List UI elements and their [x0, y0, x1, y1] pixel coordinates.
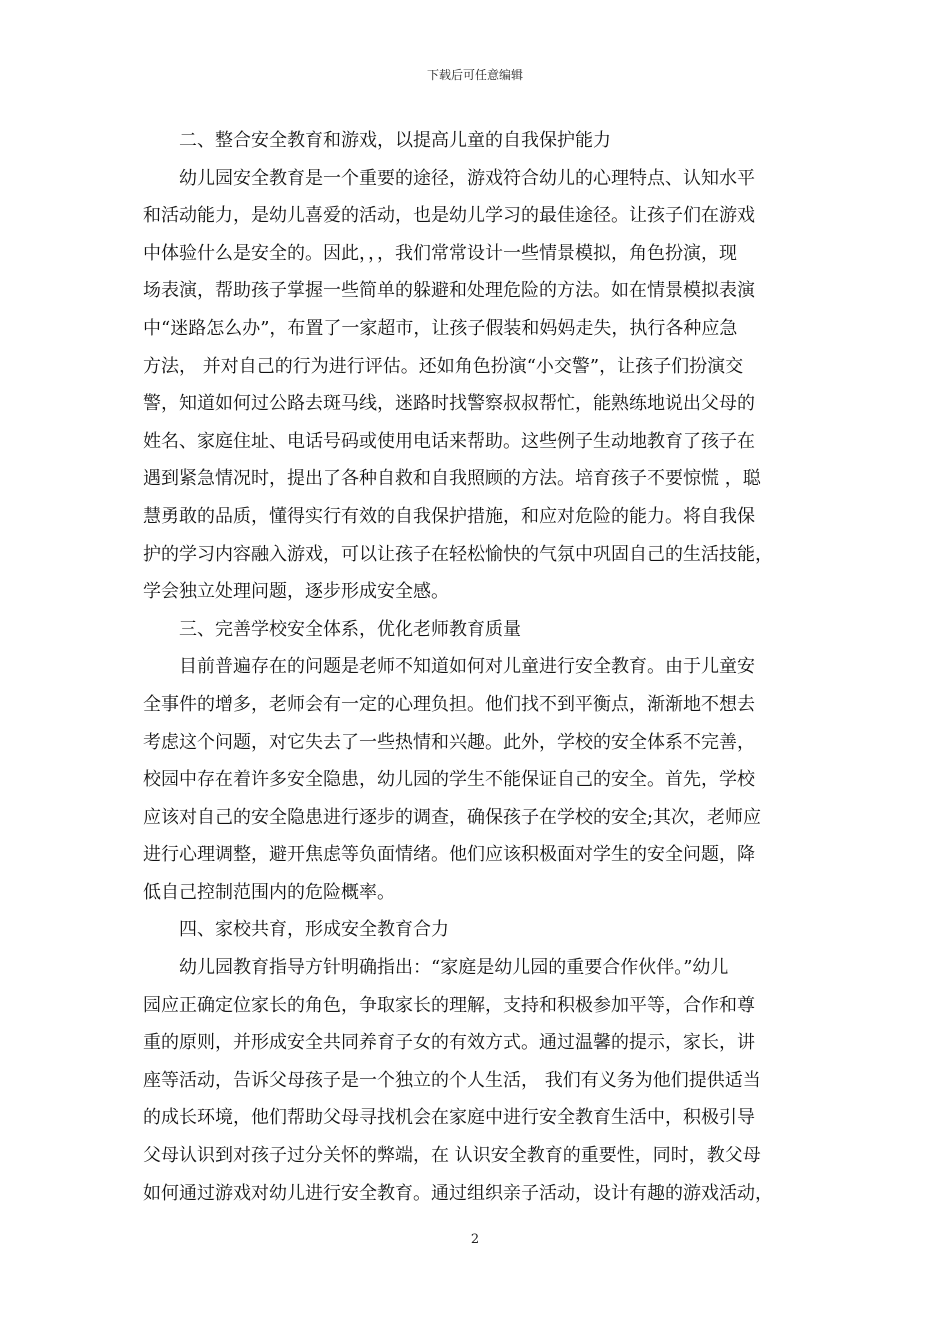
paragraph-line: 场表演，帮助孩子掌握一些简单的躲避和处理危险的方法。如在情景模拟表演	[143, 280, 755, 302]
paragraph-line: 中体验什么是安全的。因此，，，我们常常设计一些情景模拟，角色扮演，现	[143, 242, 737, 264]
paragraph-line: 进行心理调整，避开焦虑等负面情绪。他们应该积极面对学生的安全问题，降	[143, 844, 755, 866]
page-number: 2	[470, 1232, 480, 1247]
paragraph-line: 幼儿园安全教育是一个重要的途径，游戏符合幼儿的心理特点、认知水平	[179, 167, 755, 189]
paragraph-line: 目前普遍存在的问题是老师不知道如何对儿童进行安全教育。由于儿童安	[179, 656, 755, 678]
paragraph-line: 如何通过游戏对幼儿进行安全教育。通过组织亲子活动，设计有趣的游戏活动，	[143, 1182, 773, 1204]
page-header: 下载后可任意编辑	[426, 68, 523, 82]
paragraph-line: 姓名、家庭住址、电话号码或使用电话来帮助。这些例子生动地教育了孩子在	[143, 430, 755, 452]
paragraph-line: 应该对自己的安全隐患进行逐步的调查，确保孩子在学校的安全;其次，老师应	[143, 806, 762, 828]
paragraph-line: 考虑这个问题，对它失去了一些热情和兴趣。此外，学校的安全体系不完善，	[143, 731, 755, 753]
paragraph-line: 园应正确定位家长的角色，争取家长的理解，支持和积极参加平等，合作和尊	[143, 994, 755, 1016]
paragraph-line: 中“迷路怎么办”，布置了一家超市，让孩子假装和妈妈走失，执行各种应急	[143, 317, 738, 339]
document-body	[143, 122, 811, 1212]
section-heading: 四、家校共育，形成安全教育合力	[179, 919, 449, 941]
paragraph-line: 学会独立处理问题，逐步形成安全感。	[143, 581, 449, 603]
paragraph-line: 全事件的增多，老师会有一定的心理负担。他们找不到平衡点，渐渐地不想去	[143, 693, 755, 715]
section-heading: 三、完善学校安全体系，优化老师教育质量	[179, 618, 521, 640]
paragraph-line: 的成长环境，他们帮助父母寻找机会在家庭中进行安全教育生活中，积极引导	[143, 1107, 755, 1129]
paragraph-line: 和活动能力，是幼儿喜爱的活动，也是幼儿学习的最佳途径。让孩子们在游戏	[143, 205, 755, 227]
paragraph-line: 校园中存在着许多安全隐患，幼儿园的学生不能保证自己的安全。首先，学校	[143, 769, 755, 791]
paragraph-line: 遇到紧急情况时，提出了各种自救和自我照顾的方法。培育孩子不要惊慌 ，聪	[143, 468, 761, 490]
paragraph-line: 护的学习内容融入游戏，可以让孩子在轻松愉快的气氛中巩固自己的生活技能，	[143, 543, 773, 565]
paragraph-line: 父母认识到对孩子过分关怀的弊端，在 认识安全教育的重要性，同时，教父母	[143, 1145, 761, 1167]
paragraph-line: 座等活动，告诉父母孩子是一个独立的个人生活， 我们有义务为他们提供适当	[143, 1069, 761, 1091]
section-heading: 二、整合安全教育和游戏，以提高儿童的自我保护能力	[179, 130, 611, 151]
paragraph-line: 慧勇敢的品质，懂得实行有效的自我保护措施，和应对危险的能力。将自我保	[143, 505, 755, 527]
paragraph-line: 低自己控制范围内的危险概率。	[143, 881, 395, 903]
paragraph-line: 幼儿园教育指导方针明确指出：“家庭是幼儿园的重要合作伙伴。”幼儿	[179, 957, 729, 979]
paragraph-line: 方法， 并对自己的行为进行评估。还如角色扮演“小交警”，让孩子们扮演交	[143, 355, 744, 377]
paragraph-line: 重的原则，并形成安全共同养育子女的有效方式。通过温馨的提示，家长，讲	[143, 1032, 755, 1054]
paragraph-line: 警，知道如何过公路去斑马线，迷路时找警察叔叔帮忙，能熟练地说出父母的	[143, 393, 755, 415]
